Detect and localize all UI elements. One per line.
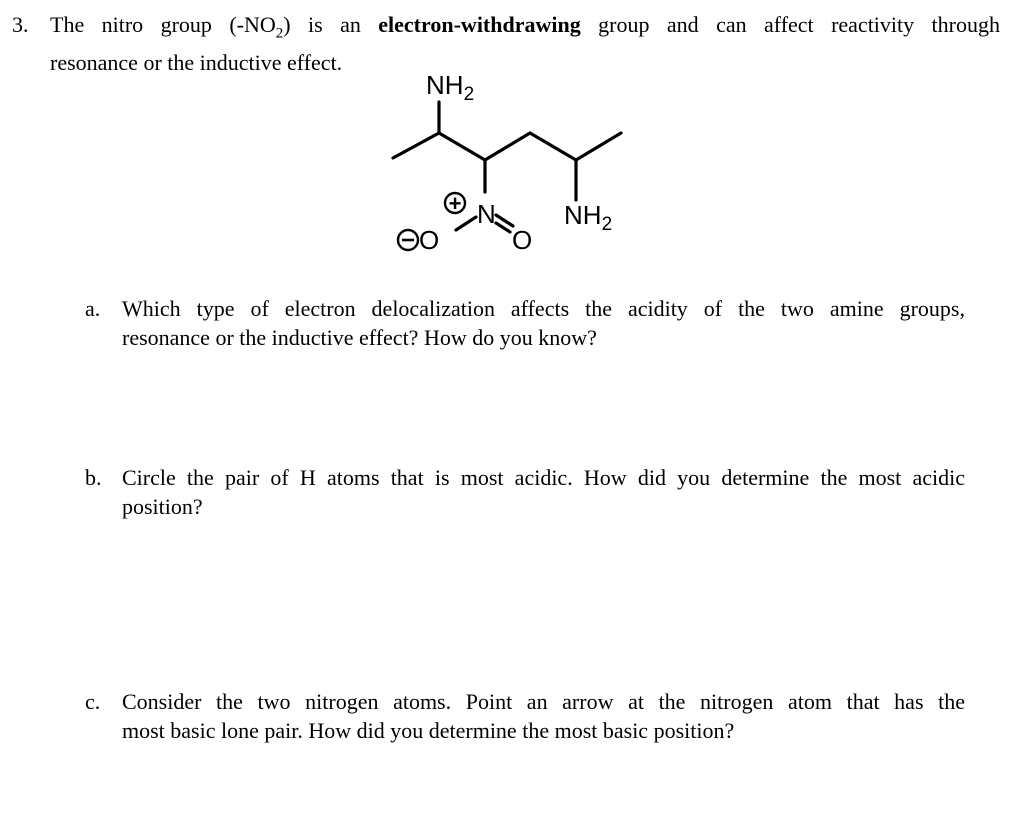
bond-c2-c3: [485, 133, 530, 160]
question-text-part3: group and can affect reactivity through: [580, 12, 1001, 37]
bond-c1-c2: [439, 133, 485, 160]
part-a-line-2: resonance or the inductive effect? How do you know?: [122, 325, 597, 350]
part-b-line-2: position?: [122, 494, 203, 519]
part-b-label: b.: [85, 465, 102, 490]
question-text-subscript: 2: [275, 25, 284, 42]
bond-n-o-single: [456, 217, 476, 230]
part-a-text: [122, 294, 965, 352]
part-c-line-2: most basic lone pair. How did you determine the most basic position?: [122, 718, 735, 743]
question-number: 3.: [12, 12, 29, 37]
question-text-bold: electron-withdrawing: [378, 12, 581, 37]
question-text-part1: The nitro group (-NO: [50, 12, 276, 37]
amine-right-label: $NH_2$: [564, 200, 613, 235]
bond-c4-c5: [576, 133, 621, 160]
bond-c3-c4: [530, 133, 576, 160]
amine-top-label: $NH_2$: [426, 70, 475, 105]
nitro-nitrogen: N: [477, 199, 496, 229]
plus-charge-icon: +: [448, 191, 462, 216]
molecule-structure: [340, 60, 680, 280]
part-c-line-1: Consider the two nitrogen atoms. Point an arrow at the nitrogen atom that has the: [122, 689, 965, 714]
part-a-line-1: Which type of electron delocalization affects the acidity of the two amine groups,: [122, 296, 965, 321]
part-c-label: c.: [85, 689, 101, 714]
part-a-label: a.: [85, 296, 101, 321]
part-c-text: [122, 687, 965, 745]
nitro-oxygen-left: O: [419, 225, 440, 255]
bond-methyl-left: [393, 133, 439, 158]
part-b-text: [122, 463, 965, 521]
question-text-part2: ) is an: [283, 12, 379, 37]
nitro-oxygen-right: O: [512, 225, 533, 255]
question-line-2: resonance or the inductive effect.: [50, 50, 343, 76]
part-b-line-1: Circle the pair of H atoms that is most acidic. How did you determine the most acidic: [122, 465, 965, 490]
question-line-1: [50, 10, 1000, 48]
